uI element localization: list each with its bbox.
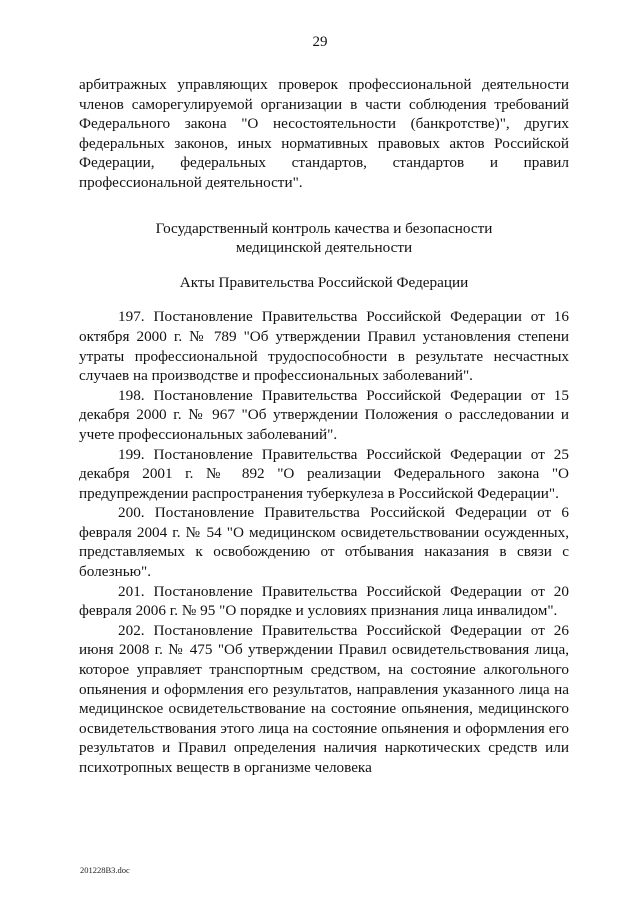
list-item-200: 200. Постановление Правительства Российской Федерации от 6 февраля 2004 г. № 54 "О медицинском освидетельствовании осужденных, представляемых к освобождению от отбывания наказания в связи с болезнью". — [79, 504, 569, 581]
document-body — [79, 75, 569, 778]
list-item-197: 197. Постановление Правительства Российской Федерации от 16 октября 2000 г. № 789 "Об утверждении Правил установления степени утраты профессиональной трудоспособности в результате несчастных случаев на производстве и профессиональных заболеваний". — [79, 308, 569, 385]
list-item-199: 199. Постановление Правительства Российской Федерации от 25 декабря 2001 г. № 892 "О реализации Федерального закона "О предупреждении распространения туберкулеза в Российской Федерации". — [79, 445, 569, 502]
section-heading-line-2: медицинской деятельности — [235, 239, 413, 257]
page-number: 29 — [312, 34, 328, 50]
section-heading-line-1: Государственный контроль качества и безопасности — [155, 219, 493, 237]
list-item-202: 202. Постановление Правительства Российской Федерации от 26 июня 2008 г. № 475 "Об утверждении Правил освидетельствования лица, которое управляет транспортным средством, на состояние алкогольного опьянения и оформления его результатов, направления указанного лица на медицинское освидетельствование на состояние опьянения, медицинского освидетельствования этого лица на состояние опьянения и оформления его результатов и Правил определения наличия наркотических средств или психотропных веществ в организме человека — [79, 621, 569, 776]
footer-filename: 201228В3.doc — [80, 865, 130, 875]
intro-paragraph: арбитражных управляющих проверок профессиональной деятельности членов саморегулируемой организации в части соблюдения требований Федерального закона "О несостоятельности (банкротстве)", других федеральных законов, иных нормативных правовых актов Российской Федерации, федеральных стандартов, стандартов и правил профессиональной деятельности". — [79, 76, 569, 191]
subsection-heading: Акты Правительства Российской Федерации — [179, 273, 469, 291]
list-item-201: 201. Постановление Правительства Российской Федерации от 20 февраля 2006 г. № 95 "О порядке и условиях признания лица инвалидом". — [79, 582, 569, 620]
section-heading — [79, 219, 569, 258]
list-item-198: 198. Постановление Правительства Российской Федерации от 15 декабря 2000 г. № 967 "Об утверждении Положения о расследовании и учете профессиональных заболеваний". — [79, 386, 569, 443]
